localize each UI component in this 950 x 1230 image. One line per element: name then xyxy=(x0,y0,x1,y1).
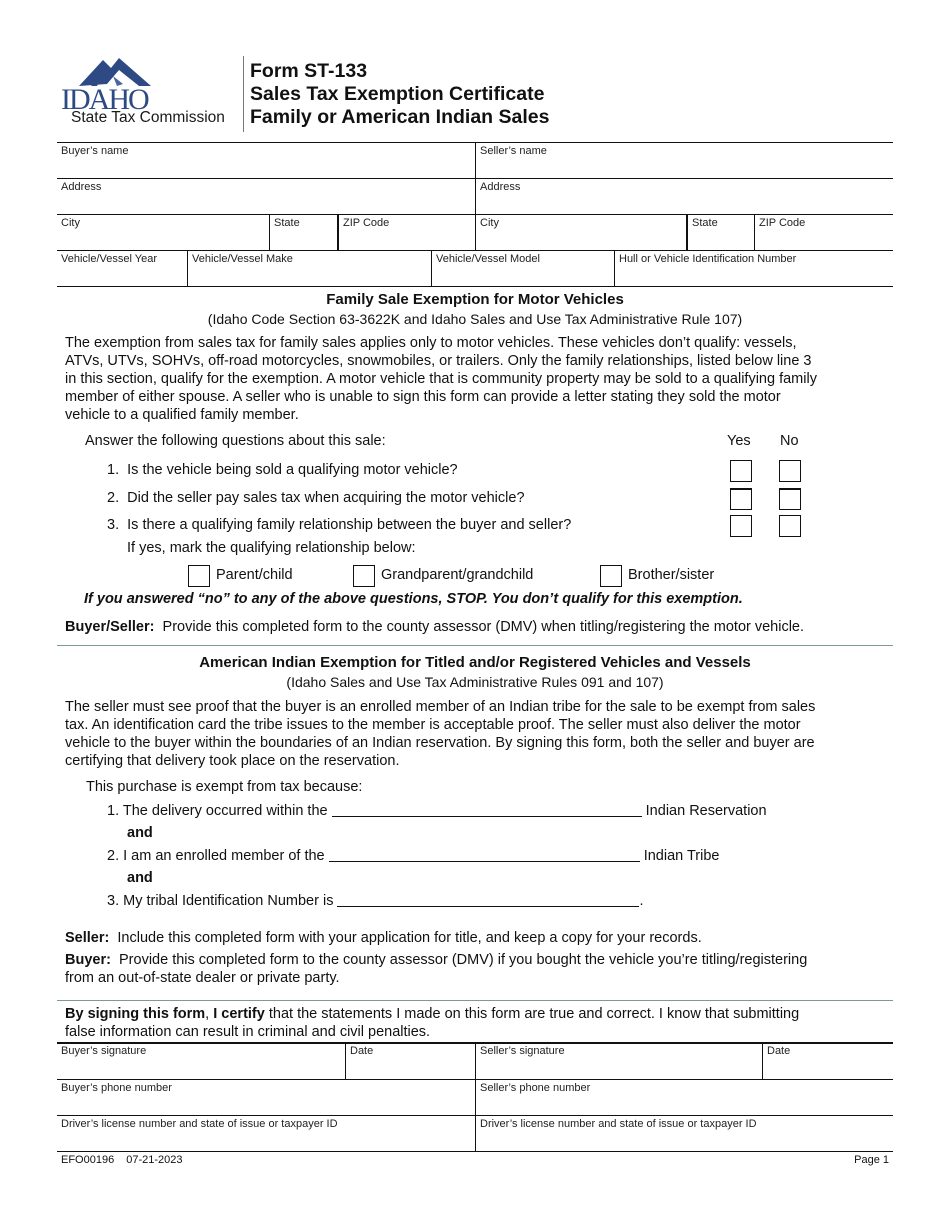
instruction-label: Buyer/Seller: xyxy=(65,619,155,635)
buyer-license-field[interactable] xyxy=(57,1116,475,1152)
question-text: Is there a qualifying family relationship between the buyer and seller? xyxy=(127,517,572,533)
grandparent-grandchild-label: Grandparent/grandchild xyxy=(381,567,534,583)
cert-bold-1: By signing this form xyxy=(65,1006,206,1022)
buyer-city-label: City xyxy=(61,217,80,229)
item-prefix: The delivery occurred within the xyxy=(122,803,328,819)
question-2-no-checkbox[interactable] xyxy=(779,488,801,510)
seller-instruction-text: Include this completed form with your application for title, and keep a copy for your records. xyxy=(117,930,702,946)
form-title: Sales Tax Exemption Certificate xyxy=(250,83,545,105)
buyer-state-field[interactable] xyxy=(269,215,337,251)
section-divider xyxy=(57,645,893,646)
parent-child-label: Parent/child xyxy=(216,567,293,583)
seller-instruction xyxy=(65,930,702,946)
idaho-tax-commission-logo xyxy=(61,54,241,132)
tribal-id-blank[interactable] xyxy=(337,893,639,907)
tribe-blank[interactable] xyxy=(329,848,640,862)
seller-city-input[interactable] xyxy=(479,233,683,249)
indian-section-body xyxy=(65,698,885,770)
seller-zip-field[interactable] xyxy=(754,215,893,251)
seller-date-field[interactable] xyxy=(762,1043,893,1079)
buyer-signature-field[interactable] xyxy=(57,1043,345,1079)
seller-address-input[interactable] xyxy=(479,197,890,213)
seller-license-label: Driver’s license number and state of issue or taxpayer ID xyxy=(480,1118,757,1130)
vin-label: Hull or Vehicle Identification Number xyxy=(619,253,797,265)
form-number: Form ST-133 xyxy=(250,60,368,82)
body-line: The exemption from sales tax for family sales applies only to motor vehicles. These vehicles don’t qualify: vessels, xyxy=(65,335,797,351)
family-section-title: Family Sale Exemption for Motor Vehicles xyxy=(326,291,624,308)
vehicle-make-label: Vehicle/Vessel Make xyxy=(192,253,293,265)
seller-name-input[interactable] xyxy=(479,161,890,177)
vehicle-year-field[interactable] xyxy=(57,251,187,287)
body-line: ATVs, UTVs, SOHVs, off-road motorcycles, snowmobiles, or trailers. Only the family relationships, listed below line 3 xyxy=(65,353,812,369)
form-header xyxy=(57,52,897,134)
question-3-yes-checkbox[interactable] xyxy=(730,515,752,537)
seller-state-field[interactable] xyxy=(686,215,754,251)
body-line: member of either spouse. A seller who is unable to sign this form can provide a letter stating they sold the motor xyxy=(65,389,781,405)
no-column-header: No xyxy=(780,433,799,449)
vin-input[interactable] xyxy=(618,269,890,285)
cert-text-1: that the statements I made on this form are true and correct. I know that submitting xyxy=(264,1006,800,1022)
brother-sister-checkbox[interactable] xyxy=(600,565,622,587)
svg-text:IDAHO: IDAHO xyxy=(61,83,148,112)
seller-instruction-label: Seller: xyxy=(65,930,110,946)
question-1 xyxy=(107,462,458,478)
city-row xyxy=(57,214,893,250)
buyer-seller-instruction xyxy=(65,619,804,635)
vehicle-row xyxy=(57,250,893,287)
buyer-phone-input[interactable] xyxy=(60,1098,472,1114)
item-number: 3. xyxy=(107,893,120,909)
vehicle-make-input[interactable] xyxy=(191,269,428,285)
header-divider xyxy=(243,56,244,132)
buyer-instruction-cont: from an out-of-state dealer or private party. xyxy=(65,970,340,986)
agency-name: State Tax Commission xyxy=(71,109,225,126)
exempt-intro: This purchase is exempt from tax because: xyxy=(86,779,363,795)
question-number: 3. xyxy=(107,517,120,533)
buyer-instruction-text: Provide this completed form to the county assessor (DMV) if you bought the vehicle you’re titling/registering xyxy=(119,952,808,968)
stop-warning: If you answered “no” to any of the above questions, STOP. You don’t qualify for this exemption. xyxy=(84,591,743,607)
vehicle-model-field[interactable] xyxy=(431,251,614,287)
buyer-state-label: State xyxy=(274,217,300,229)
form-footer-code xyxy=(61,1154,182,1166)
item-prefix: My tribal Identification Number is xyxy=(123,893,334,909)
buyer-name-field[interactable] xyxy=(57,143,475,179)
seller-phone-input[interactable] xyxy=(479,1098,890,1114)
signature-row xyxy=(57,1043,893,1079)
indian-section-citation: (Idaho Sales and Use Tax Administrative Rules 091 and 107) xyxy=(286,674,664,690)
license-row xyxy=(57,1115,893,1152)
seller-license-field[interactable] xyxy=(475,1116,893,1152)
revision-date: 07-21-2023 xyxy=(126,1154,183,1166)
relationship-prompt: If yes, mark the qualifying relationship below: xyxy=(127,540,416,556)
item-suffix: . xyxy=(639,893,644,909)
question-3-no-checkbox[interactable] xyxy=(779,515,801,537)
parent-child-checkbox[interactable] xyxy=(188,565,210,587)
buyer-instruction-label: Buyer: xyxy=(65,952,111,968)
seller-zip-input[interactable] xyxy=(758,233,890,249)
buyer-name-label: Buyer’s name xyxy=(61,145,129,157)
question-2-yes-checkbox[interactable] xyxy=(730,488,752,510)
indian-section-title: American Indian Exemption for Titled and/or Registered Vehicles and Vessels xyxy=(199,654,751,671)
form-titles xyxy=(250,60,549,129)
buyer-zip-field[interactable] xyxy=(337,215,475,251)
vehicle-make-field[interactable] xyxy=(187,251,431,287)
buyer-signature-input[interactable] xyxy=(60,1061,342,1077)
cert-bold-2: I certify xyxy=(213,1006,265,1022)
exempt-item-3 xyxy=(107,893,644,909)
question-number: 1. xyxy=(107,462,120,478)
seller-city-field[interactable] xyxy=(475,215,686,251)
reservation-blank[interactable] xyxy=(332,803,642,817)
buyer-date-label: Date xyxy=(350,1045,374,1057)
brother-sister-label: Brother/sister xyxy=(628,567,715,583)
section-divider xyxy=(57,1000,893,1001)
buyer-name-input[interactable] xyxy=(60,161,472,177)
vehicle-year-input[interactable] xyxy=(60,269,184,285)
and-connector: and xyxy=(127,870,153,886)
tribe-input[interactable] xyxy=(329,848,640,863)
body-line: in this section, qualify for the exemption. A motor vehicle that is community property may be sold to a qualifying family xyxy=(65,371,817,387)
seller-signature-input[interactable] xyxy=(479,1061,759,1077)
vehicle-model-label: Vehicle/Vessel Model xyxy=(436,253,540,265)
buyer-zip-input[interactable] xyxy=(342,233,472,249)
buyer-license-label: Driver’s license number and state of issue or taxpayer ID xyxy=(61,1118,338,1130)
item-suffix: Indian Reservation xyxy=(645,803,767,819)
buyer-city-field[interactable] xyxy=(57,215,269,251)
seller-phone-field[interactable] xyxy=(475,1080,893,1116)
buyer-state-input[interactable] xyxy=(273,233,334,249)
family-section-body xyxy=(65,334,885,424)
tribal-id-input[interactable] xyxy=(337,893,639,908)
body-line: The seller must see proof that the buyer is an enrolled member of an Indian tribe for the sale to be exempt from sales xyxy=(65,699,816,715)
seller-state-label: State xyxy=(692,217,718,229)
vehicle-year-label: Vehicle/Vessel Year xyxy=(61,253,158,265)
buyer-license-input[interactable] xyxy=(60,1134,472,1150)
seller-state-input[interactable] xyxy=(691,233,751,249)
phone-row xyxy=(57,1079,893,1115)
item-suffix: Indian Tribe xyxy=(643,848,720,864)
questions-intro: Answer the following questions about this sale: xyxy=(85,433,386,449)
page-number: Page 1 xyxy=(854,1154,889,1166)
exempt-item-2 xyxy=(107,848,719,864)
seller-license-input[interactable] xyxy=(479,1134,890,1150)
buyer-address-field[interactable] xyxy=(57,179,475,215)
item-number: 1. xyxy=(107,803,120,819)
buyer-phone-label: Buyer’s phone number xyxy=(61,1082,172,1094)
buyer-instruction xyxy=(65,952,807,968)
question-text: Is the vehicle being sold a qualifying motor vehicle? xyxy=(127,462,458,478)
seller-date-input[interactable] xyxy=(766,1061,890,1077)
body-line: vehicle to the buyer within the boundaries of an Indian reservation. By signing this form, both the seller and buyer are xyxy=(65,735,815,751)
question-1-no-checkbox[interactable] xyxy=(779,460,801,482)
question-number: 2. xyxy=(107,490,120,506)
certification-statement xyxy=(65,1006,799,1022)
question-3 xyxy=(107,517,571,533)
seller-signature-label: Seller’s signature xyxy=(480,1045,565,1057)
item-number: 2. xyxy=(107,848,120,864)
name-row xyxy=(57,142,893,178)
buyer-zip-label: ZIP Code xyxy=(343,217,390,229)
item-prefix: I am an enrolled member of the xyxy=(123,848,325,864)
mountain-logo-icon xyxy=(61,54,171,112)
instruction-text: Provide this completed form to the county assessor (DMV) when titling/registering the motor vehicle. xyxy=(162,619,805,635)
buyer-signature-label: Buyer’s signature xyxy=(61,1045,147,1057)
buyer-city-input[interactable] xyxy=(60,233,266,249)
body-line: tax. An identification card the tribe issues to the member is acceptable proof. The seller must also deliver the motor xyxy=(65,717,801,733)
buyer-date-input[interactable] xyxy=(349,1061,472,1077)
certification-statement-cont: false information can result in criminal and civil penalties. xyxy=(65,1024,431,1040)
reservation-input[interactable] xyxy=(332,803,642,818)
form-code: EFO00196 xyxy=(61,1154,115,1166)
question-text: Did the seller pay sales tax when acquiring the motor vehicle? xyxy=(127,490,525,506)
exempt-item-1 xyxy=(107,803,767,819)
grandparent-grandchild-checkbox[interactable] xyxy=(353,565,375,587)
buyer-date-field[interactable] xyxy=(345,1043,475,1079)
body-line: certifying that delivery took place on the reservation. xyxy=(65,753,400,769)
and-connector: and xyxy=(127,825,153,841)
seller-address-label: Address xyxy=(480,181,521,193)
family-section-citation: (Idaho Code Section 63-3622K and Idaho Sales and Use Tax Administrative Rule 107) xyxy=(207,311,743,327)
question-1-yes-checkbox[interactable] xyxy=(730,460,752,482)
seller-name-field[interactable] xyxy=(475,143,893,179)
seller-signature-field[interactable] xyxy=(475,1043,762,1079)
seller-zip-label: ZIP Code xyxy=(759,217,806,229)
address-row xyxy=(57,178,893,214)
vin-field[interactable] xyxy=(614,251,893,287)
yes-column-header: Yes xyxy=(727,433,751,449)
body-line: vehicle to a qualified family member. xyxy=(65,407,299,423)
seller-phone-label: Seller’s phone number xyxy=(480,1082,591,1094)
buyer-phone-field[interactable] xyxy=(57,1080,475,1116)
seller-date-label: Date xyxy=(767,1045,791,1057)
question-2 xyxy=(107,490,525,506)
buyer-address-input[interactable] xyxy=(60,197,472,213)
seller-city-label: City xyxy=(480,217,499,229)
buyer-address-label: Address xyxy=(61,181,102,193)
cert-comma: , xyxy=(205,1006,210,1022)
seller-name-label: Seller’s name xyxy=(480,145,547,157)
form-subtitle: Family or American Indian Sales xyxy=(250,106,550,128)
seller-address-field[interactable] xyxy=(475,179,893,215)
vehicle-model-input[interactable] xyxy=(435,269,611,285)
